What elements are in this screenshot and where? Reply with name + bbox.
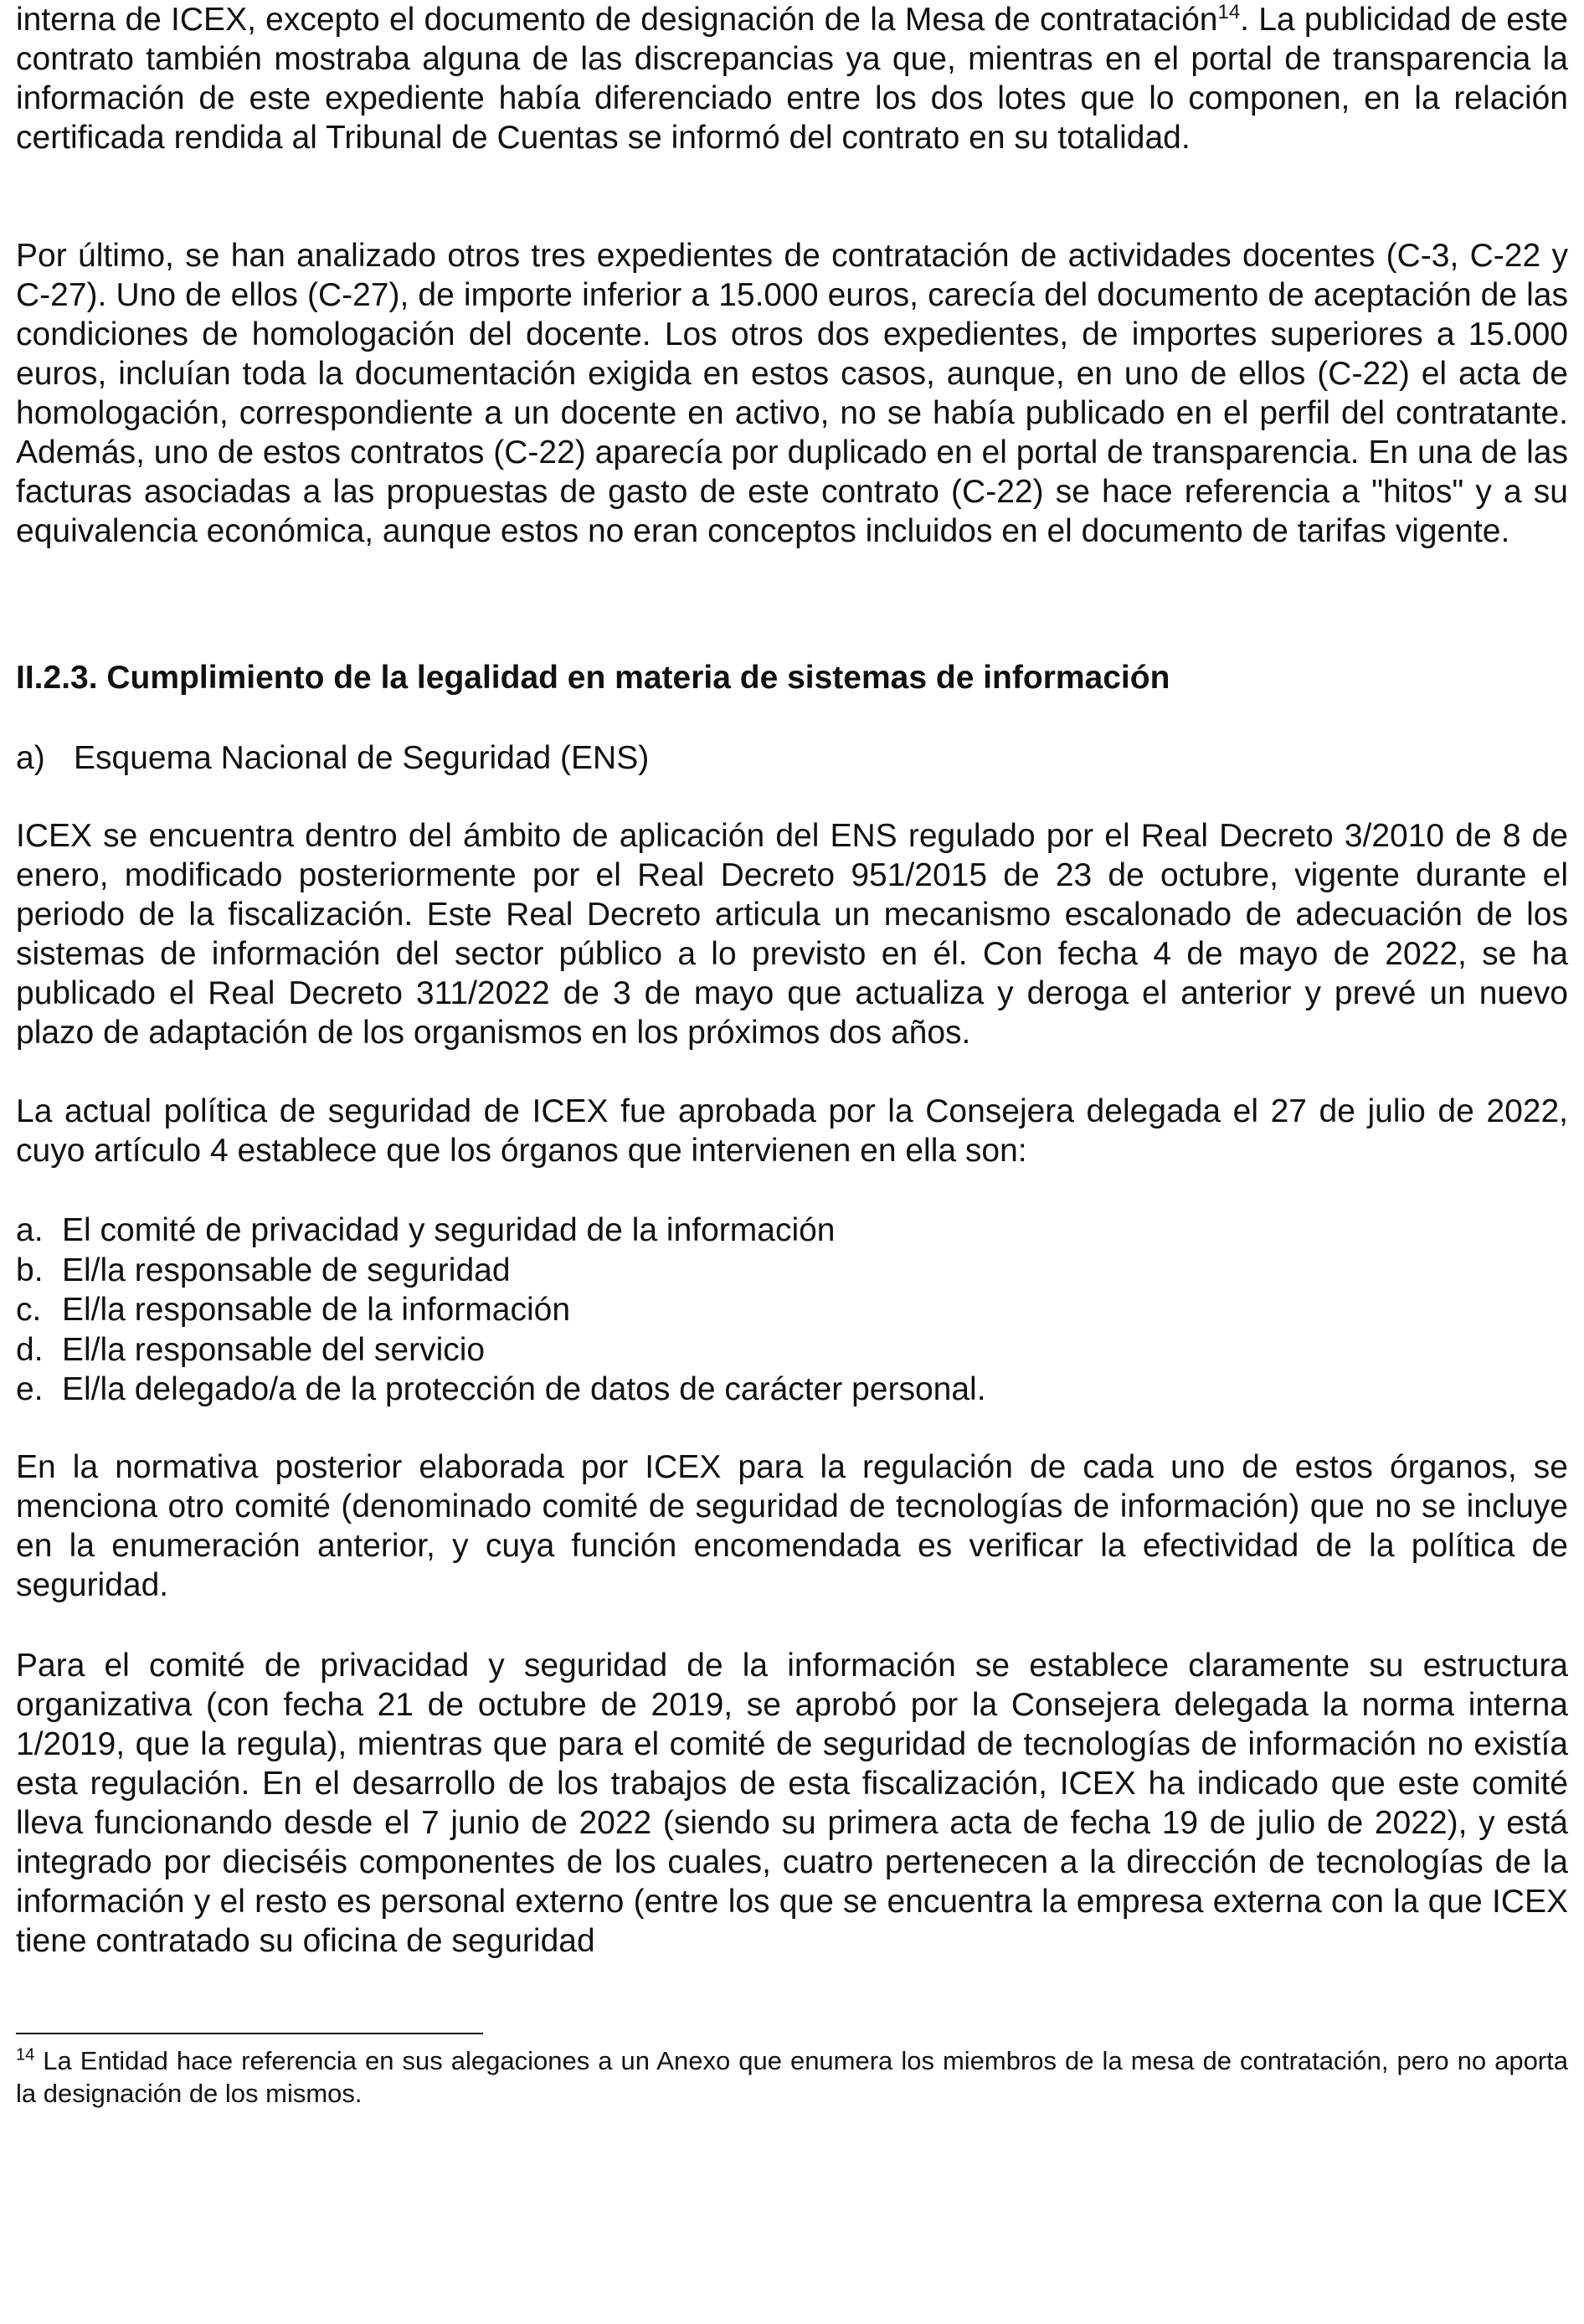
- footnote-reference[interactable]: 14: [1217, 1, 1241, 23]
- paragraph-ens-scope: ICEX se encuentra dentro del ámbito de aplicación del ENS regulado por el Real Decreto 3/2010 de 8 de enero, modificado posteriormente por el Real Decreto 951/2015 de 23 de octubre, vigente durante el periodo de la fiscalización. Este Real Decreto articula un mecanismo escalonado de adecuación de los sistemas de información del sector público a lo previsto en él. Con fecha 4 de mayo de 2022, se ha publicado el Real Decreto 311/2022 de 3 de mayo que actualiza y deroga el anterior y prevé un nuevo plazo de adaptación de los organismos en los próximos dos años.: [16, 818, 1568, 1051]
- list-item-text: El/la delegado/a de la protección de datos de carácter personal.: [62, 1371, 986, 1407]
- paragraph-subsequent-regulation: En la normativa posterior elaborada por ICEX para la regulación de cada uno de estos órganos, se menciona otro comité (denominado comité de seguridad de tecnologías de información) que no se incluye en la enumeración anterior, y cuya función encomendada es verificar la efectividad de la política de seguridad.: [16, 1449, 1568, 1603]
- paragraph-committee-structure: Para el comité de privacidad y seguridad de la información se establece claramente su estructura organizativa (con fecha 21 de octubre de 2019, se aprobó por la Consejera delegada la norma interna 1/2019, que la regula), mientras que para el comité de seguridad de tecnologías de información no existía esta regulación. En el desarrollo de los trabajos de esta fiscalización, ICEX ha indicado que este comité lleva funcionando desde el 7 junio de 2022 (siendo su primera acta de fecha 19 de julio de 2022), y está integrado por dieciséis componentes de los cuales, cuatro pertenecen a la dirección de tecnologías de la información y el resto es personal externo (entre los que se encuentra la empresa externa con la que ICEX tiene contratado su oficina de seguridad: [16, 1648, 1568, 1959]
- paragraph-text: interna de ICEX, excepto el documento de designación de la Mesa de contratación: [16, 2, 1218, 38]
- list-item: [16, 1290, 1568, 1330]
- list-item-text: El comité de privacidad y seguridad de la información: [62, 1212, 836, 1248]
- list-item: [16, 1370, 1568, 1410]
- paragraph-security-policy: La actual política de seguridad de ICEX fue aprobada por la Consejera delegada el 27 de julio de 2022, cuyo artículo 4 establece que los órganos que intervienen en ella son:: [16, 1093, 1568, 1169]
- paragraph-text: . La publicidad de este contrato también mostraba alguna de las discrepancias ya que, mientras en el portal de transparencia la información de este expediente había diferenciado entre los dos lotes que lo componen, en la relación certificada rendida al Tribunal de Cuentas se informó del contrato en su totalidad.: [16, 2, 1568, 156]
- footnote-divider: [16, 2033, 483, 2034]
- list-marker: b.: [16, 1252, 44, 1288]
- list-item: [16, 1330, 1568, 1370]
- list-marker: e.: [16, 1371, 44, 1407]
- list-item: [16, 1211, 1568, 1251]
- paragraph-teaching-contracts: Por último, se han analizado otros tres expedientes de contratación de actividades docentes (C-3, C-22 y C-27). Uno de ellos (C-27), de importe inferior a 15.000 euros, carecía del documento de aceptación de las condiciones de homologación del docente. Los otros dos expedientes, de importes superiores a 15.000 euros, incluían toda la documentación exigida en estos casos, aunque, en uno de ellos (C-22) el acta de homologación, correspondiente a un docente en activo, no se había publicado en el perfil del contratante. Además, uno de estos contratos (C-22) aparecía por duplicado en el portal de transparencia. En una de las facturas asociadas a las propuestas de gasto de este contrato (C-22) se hace referencia a "hitos" y a su equivalencia económica, aunque estos no eran conceptos incluidos en el documento de tarifas vigente.: [16, 238, 1568, 549]
- footnote: [16, 2044, 1568, 2110]
- footnote-number: 14: [16, 2045, 35, 2064]
- list-item-text: El/la responsable de la información: [62, 1292, 571, 1328]
- subsection-marker: a): [16, 740, 45, 776]
- list-marker: a.: [16, 1212, 44, 1248]
- section-heading: II.2.3. Cumplimiento de la legalidad en materia de sistemas de información: [16, 660, 1170, 696]
- list-item-text: El/la responsable de seguridad: [62, 1252, 511, 1288]
- list-marker: d.: [16, 1331, 44, 1368]
- list-marker: c.: [16, 1292, 42, 1328]
- paragraph-contract-publicity: [16, 0, 1568, 157]
- subsection-title: Esquema Nacional de Seguridad (ENS): [74, 740, 650, 776]
- list-item: [16, 1251, 1568, 1291]
- subsection-heading: [16, 738, 1568, 778]
- list-item-text: El/la responsable del servicio: [62, 1331, 486, 1368]
- footnote-text: La Entidad hace referencia en sus alegaciones a un Anexo que enumera los miembros de la mesa de contratación, pero no aporta la designación de los mismos.: [16, 2046, 1568, 2108]
- organs-list: [16, 1211, 1568, 1410]
